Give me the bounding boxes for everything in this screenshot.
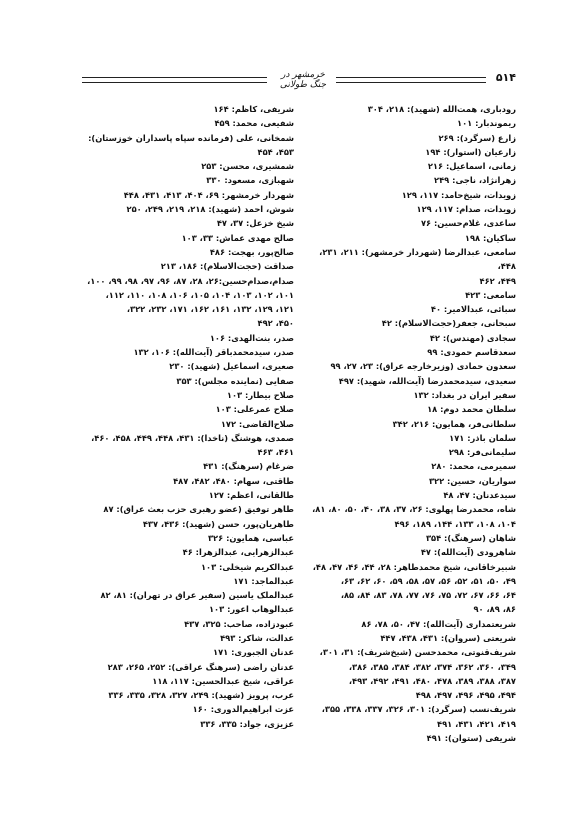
index-line: عبدالکریم شیخلی: ۱۰۳ [200, 561, 294, 572]
index-line: شوش، احمد (شهید): ۲۱۸، ۲۱۹، ۲۴۹، ۲۵۰ [126, 204, 294, 215]
index-line: صلاح عمرعلی: ۱۰۳ [215, 404, 294, 415]
index-line: زمانی، اسماعیل: ۲۱۶ [427, 161, 516, 172]
index-line: عزت ابراهیم‌الدوری: ۱۶۰ [192, 704, 294, 715]
index-line: شریعتمداری (آیت‌الله): ۴۷، ۵۰، ۷۸، ۸۶ [361, 618, 516, 629]
index-line: طاهریان‌پور، حسن (شهید): ۴۳۶، ۴۳۷ [142, 518, 294, 529]
index-line: صدام،صدام‌حسین:۲۶، ۲۸، ۸۷، ۹۶، ۹۷، ۹۸، ۹۹، ۱۰۰، [87, 275, 294, 286]
page-number: ۵۱۴ [495, 71, 516, 84]
index-line: ۳۴۹، ۳۶۰، ۳۶۲، ۳۷۴، ۳۸۲، ۳۸۴، ۳۸۵، ۳۸۶، [348, 661, 516, 672]
index-line: ۴۵۰، ۴۹۲ [257, 318, 294, 329]
index-line: ۱۲۱، ۱۲۹، ۱۳۲، ۱۶۱، ۱۶۲، ۱۷۱، ۲۳۲، ۳۲۲، [126, 304, 294, 315]
index-line: عدنان راضی (سرهنگ عراقی): ۲۵۲، ۲۶۵، ۲۸۳ [107, 661, 294, 672]
index-line: شبیرخاقانی، شیخ محمدطاهر: ۲۸، ۴۴، ۴۶، ۴۷، ۴۸، [312, 561, 516, 572]
index-line: عبدالوهاب اعور: ۱۰۳ [208, 604, 294, 615]
index-line: شهردار خرمشهر: ۶۹، ۴۰۴، ۴۱۳، ۴۳۱، ۴۴۸ [123, 189, 294, 200]
index-line: زهرانژاد، ناجی: ۲۴۹ [434, 175, 516, 186]
index-line: شاهان (سرهنگ): ۳۵۴ [425, 532, 516, 543]
index-line: ۴۴۹، ۴۶۲ [479, 275, 516, 286]
header-rule-right [336, 77, 486, 83]
index-line: ۸۶، ۸۹، ۹۰ [473, 604, 516, 615]
running-header [82, 72, 516, 88]
index-line: ریموندبار: ۱۰۱ [457, 118, 516, 129]
index-line: سامعی، عبدالرضا (شهردار خرمشهر): ۲۱۱، ۲۳۱، ۴۴۸، [316, 246, 516, 272]
index-line: ۴۱۹، ۴۲۱، ۴۳۱، ۴۹۱ [437, 718, 516, 729]
index-line: عبدالملک یاسین (سفیر عراق در تهران): ۸۱، ۸۲ [100, 590, 294, 601]
index-column-right [300, 102, 516, 745]
index-line: عرب، پرویز (شهید): ۲۴۹، ۳۲۷، ۳۲۸، ۳۳۵، ۳۳۶ [108, 690, 294, 701]
index-line: زویدات، صدام: ۱۱۷، ۱۲۹ [416, 204, 516, 215]
index-line: صلاح بیطار: ۱۰۳ [226, 389, 294, 400]
index-line: شهبازی، مسعود: ۳۳۰ [206, 175, 294, 186]
index-line: صعیری، اسماعیل (شهید): ۲۳۰ [169, 361, 294, 372]
running-title: خرمشهر در جنگ طولانی [279, 70, 327, 90]
index-line: عزیزی، جواد: ۳۳۵، ۳۳۶ [200, 718, 294, 729]
index-line: رودباری، همت‌الله (شهید): ۲۱۸، ۳۰۴ [367, 104, 516, 114]
index-line: شاهرودی (آیت‌الله): ۴۷ [420, 547, 516, 558]
index-line: زارعیان (استوار): ۱۹۴ [425, 146, 516, 157]
index-line: سلیمانی‌فر: ۲۹۸ [448, 447, 516, 458]
index-line: صلاح‌القاضی: ۱۷۲ [220, 418, 294, 429]
index-line: شریفی (ستوان): ۴۹۱ [426, 733, 516, 744]
index-line: صفایی (نماینده مجلس): ۳۵۳ [176, 375, 294, 386]
index-line: سعدون حمادی (وزیرخارجه عراق): ۲۳، ۲۷، ۹۹ [330, 361, 516, 372]
index-line: ساعدی، غلام‌حسین: ۷۶ [420, 218, 516, 229]
index-line: صمدی، هوشنگ (ناخدا): ۴۳۱، ۴۴۸، ۴۴۹، ۴۵۸، ۴۶۰، [91, 432, 294, 443]
index-line: شاه، محمدرضا پهلوی: ۲۶، ۳۷، ۳۸، ۴۰، ۵۰، ۸۰، ۸۱، [312, 504, 516, 515]
index-line: صالح‌پور، بهجت: ۴۸۶ [209, 246, 294, 257]
index-line: طاهر توفیق (عضو رهبری حزب بعث عراق): ۸۷ [103, 504, 294, 515]
index-line: عبودزاده، صاحب: ۳۲۵، ۴۳۷ [184, 618, 294, 629]
index-line: ضرغام (سرهنگ): ۴۳۱ [203, 461, 294, 472]
index-line: طاقتی، سهام: ۴۸۰، ۴۸۲، ۴۸۷ [173, 475, 294, 486]
index-line: سعیدی، سیدمحمدرضا (آیت‌الله، شهید): ۴۹۷ [338, 375, 516, 386]
index-line: عبدالماجد: ۱۷۱ [233, 575, 294, 586]
index-line: ۴۹۴، ۴۹۵، ۴۹۶، ۴۹۷، ۴۹۸ [415, 690, 516, 701]
index-line: صالح مهدی عماش: ۳۳، ۱۰۳ [181, 232, 294, 243]
index-line: سلمان باذر: ۱۷۱ [449, 432, 516, 443]
index-line: سمیرمی، محمد: ۲۸۰ [431, 461, 516, 472]
index-line: ۴۶۱، ۴۶۳ [257, 447, 294, 458]
index-line: صدر، سیدمحمدباقر (آیت‌الله): ۱۰۶، ۱۳۲ [133, 347, 294, 358]
index-line: ۴۵۳، ۴۵۴ [257, 146, 294, 157]
index-line: شریف‌نسب (سرگرد): ۳۰۱، ۳۲۶، ۳۳۷، ۳۳۸، ۳۵۵، [321, 704, 516, 715]
index-line: عدالت، شاکر: ۴۹۳ [220, 632, 294, 643]
index-line: سلطانی‌فر، همایون: ۲۱۶، ۳۴۲ [392, 418, 516, 429]
index-line: شیخ خزعل: ۳۷، ۴۷ [216, 218, 294, 229]
index-line: سواریان، حسین: ۳۲۲ [428, 475, 516, 486]
index-line: عراقی، شیخ عبدالحسین: ۱۱۷، ۱۱۸ [152, 675, 294, 686]
index-line: شریف‌قنوتی، محمدحسن (شیخ‌شریف): ۳۱، ۳۰۱، [319, 647, 516, 658]
index-line: شمخانی، علی (فرمانده سپاه پاسداران خوزستان): [88, 132, 294, 143]
index-line: ۱۰۴، ۱۰۸، ۱۳۳، ۱۴۴، ۱۸۹، ۴۹۶ [394, 518, 516, 529]
index-line: صدر، بنت‌الهدی: ۱۰۶ [209, 332, 294, 343]
index-line: سلطان محمد دوم: ۱۸ [427, 404, 516, 415]
index-line: ۴۹، ۵۰، ۵۱، ۵۲، ۵۶، ۵۷، ۵۸، ۵۹، ۶۰، ۶۲، ۶۳، [340, 575, 516, 586]
index-line: سبائی، عبدالامیر: ۴۰ [430, 304, 516, 315]
index-line: ۳۸۷، ۳۸۸، ۳۸۹، ۴۷۸، ۴۸۰، ۴۹۱، ۴۹۲، ۴۹۳، [348, 675, 516, 686]
index-line: سبحانی، جعفر(حجت‌الاسلام): ۴۲ [381, 318, 516, 329]
index-line: سجادی (مهندس): ۴۲ [429, 332, 516, 343]
index-line: سعدقاسم حمودی: ۹۹ [427, 347, 516, 358]
index-line: عدنان الجبوری: ۱۷۱ [213, 647, 294, 658]
index-line: سیدعدنان: ۴۷، ۴۸ [443, 490, 516, 501]
index-column-left [82, 102, 294, 731]
index-line: عبدالزهرایی، عبدالزهرا: ۴۶ [182, 547, 294, 558]
index-line: طالقانی، اعظم: ۱۲۷ [208, 490, 294, 501]
index-line: شریعتی (سروان): ۴۳۱، ۴۳۸، ۴۴۷ [380, 632, 516, 643]
index-line: زویدات، شیخ‌حامد: ۱۱۷، ۱۲۹ [401, 189, 516, 200]
index-line: شفیعی، محمد: ۴۵۹ [214, 118, 294, 129]
index-line: صداقت (حجت‌الاسلام): ۱۸۶، ۲۱۳ [160, 261, 294, 272]
index-line: ۶۴، ۶۶، ۶۷، ۷۲، ۷۵، ۷۶، ۷۷، ۷۸، ۸۳، ۸۴، ۸۵، [340, 590, 516, 601]
index-line: ۱۰۱، ۱۰۲، ۱۰۳، ۱۰۴، ۱۰۵، ۱۰۶، ۱۰۸، ۱۱۰، ۱۱۲، [105, 289, 294, 300]
index-line: عباسی، همایون: ۳۲۶ [207, 532, 294, 543]
index-line: شریفی، کاظم: ۱۶۴ [213, 104, 294, 114]
header-rule-left [82, 77, 267, 83]
index-line: سامعی: ۴۲۳ [465, 289, 516, 300]
index-line: ساکیان: ۱۹۸ [464, 232, 516, 243]
index-line: سفیر ایران در بغداد: ۱۳۲ [413, 389, 516, 400]
index-line: شمشیری، محسن: ۲۵۳ [201, 161, 294, 172]
index-line: زارع (سرگرد): ۲۶۹ [438, 132, 516, 143]
